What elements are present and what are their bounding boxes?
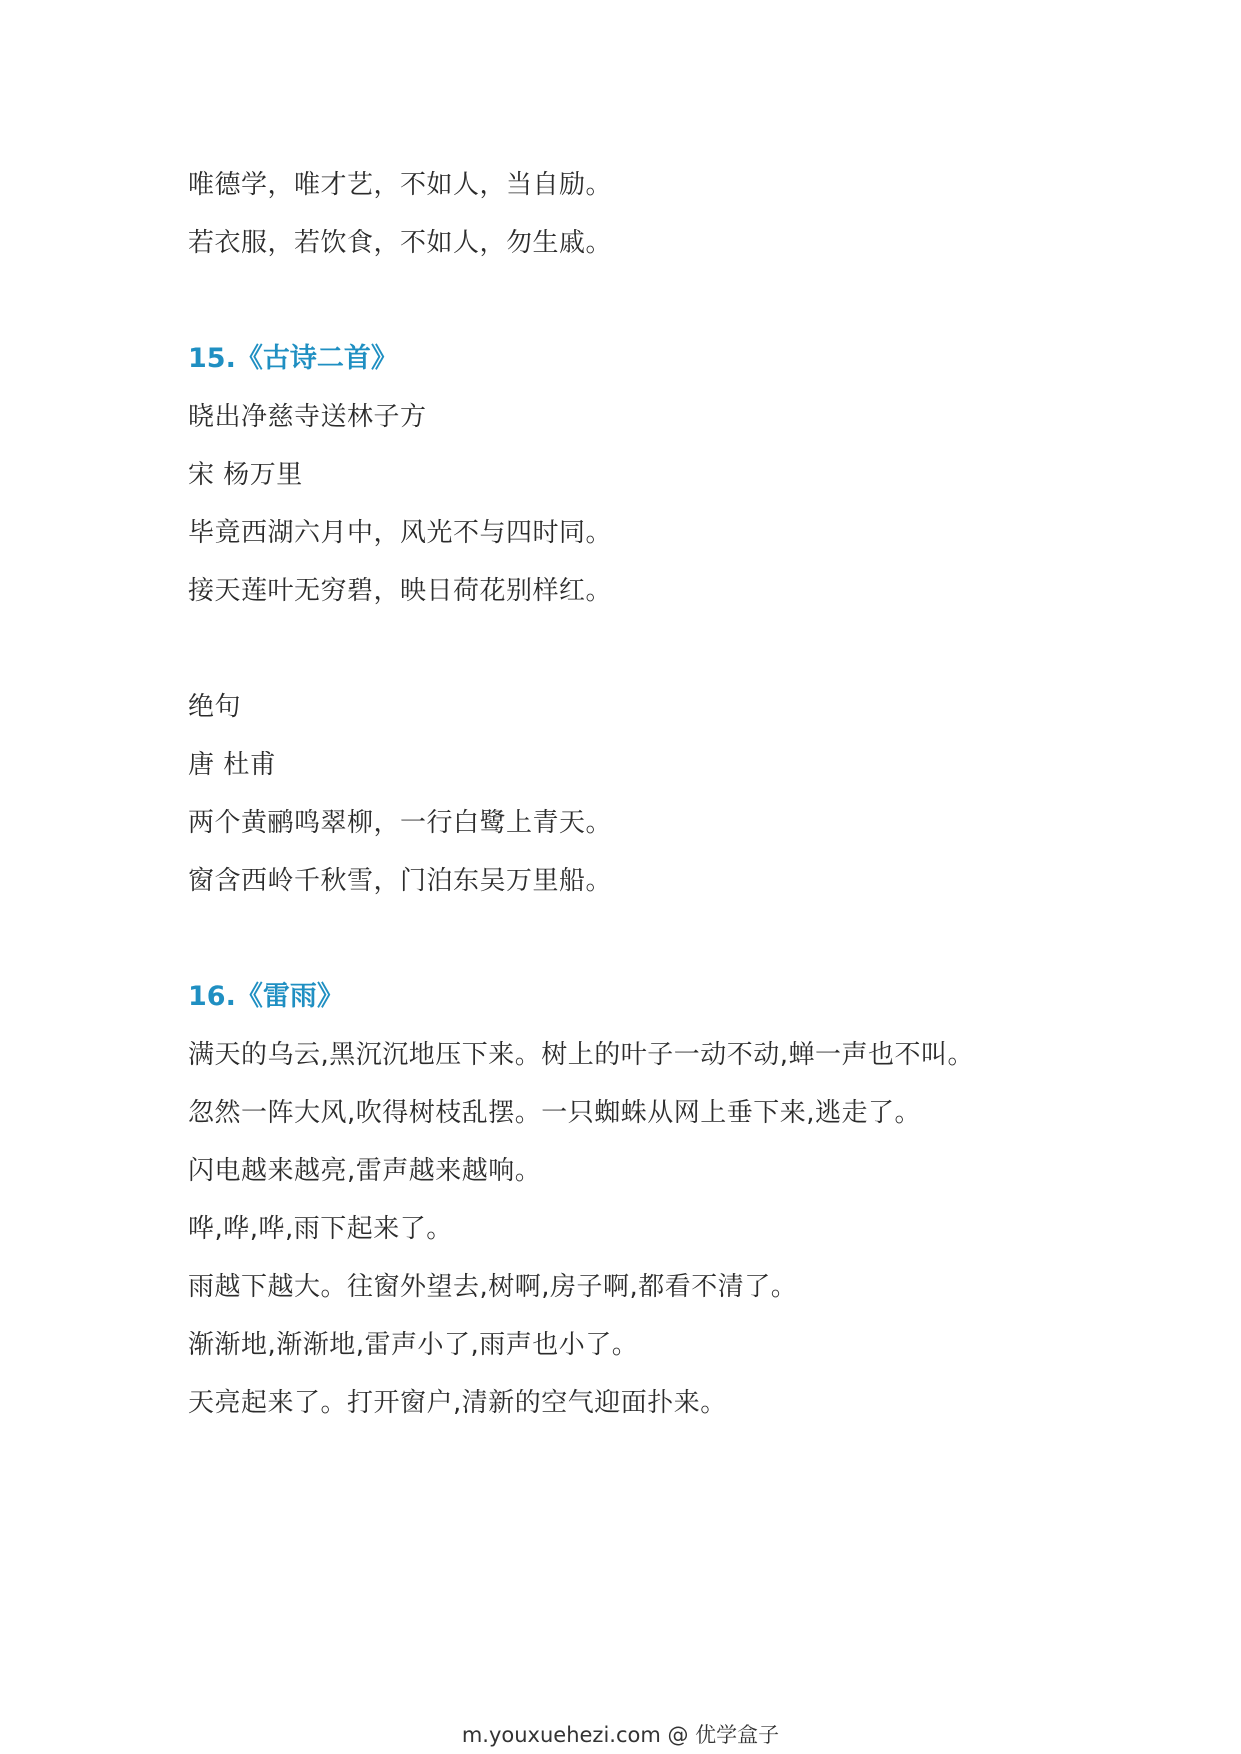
poem-line: 接天莲叶无穷碧，映日荷花别样红。 <box>188 576 613 606</box>
poem-line: 窗含西岭千秋雪，门泊东吴万里船。 <box>188 866 613 896</box>
poem-author: 唐 杜甫 <box>188 750 277 780</box>
section-heading: 15.《古诗二首》 <box>188 343 398 374</box>
text-line: 满天的乌云,黑沉沉地压下来。树上的叶子一动不动,蝉一声也不叫。 <box>188 1040 975 1070</box>
poem-title: 晓出净慈寺送林子方 <box>188 402 427 432</box>
text-line: 若衣服，若饮食，不如人，勿生戚。 <box>188 228 613 258</box>
section-heading: 16.《雷雨》 <box>188 981 344 1012</box>
poem-title: 绝句 <box>188 692 242 722</box>
poem-line: 毕竟西湖六月中，风光不与四时同。 <box>188 518 613 548</box>
text-line: 天亮起来了。打开窗户,清新的空气迎面扑来。 <box>188 1388 727 1418</box>
poem-line: 两个黄鹂鸣翠柳，一行白鹭上青天。 <box>188 808 613 838</box>
text-line: 哗,哗,哗,雨下起来了。 <box>188 1214 453 1244</box>
text-line: 闪电越来越亮,雷声越来越响。 <box>188 1156 542 1186</box>
text-line: 唯德学，唯才艺，不如人，当自励。 <box>188 170 613 200</box>
footer-watermark: m.youxuehezi.com @ 优学盒子 <box>461 1723 780 1747</box>
text-line: 渐渐地,渐渐地,雷声小了,雨声也小了。 <box>188 1330 639 1360</box>
text-line: 雨越下越大。往窗外望去,树啊,房子啊,都看不清了。 <box>188 1272 798 1302</box>
poem-author: 宋 杨万里 <box>188 460 303 490</box>
text-line: 忽然一阵大风,吹得树枝乱摆。一只蜘蛛从网上垂下来,逃走了。 <box>188 1098 922 1128</box>
